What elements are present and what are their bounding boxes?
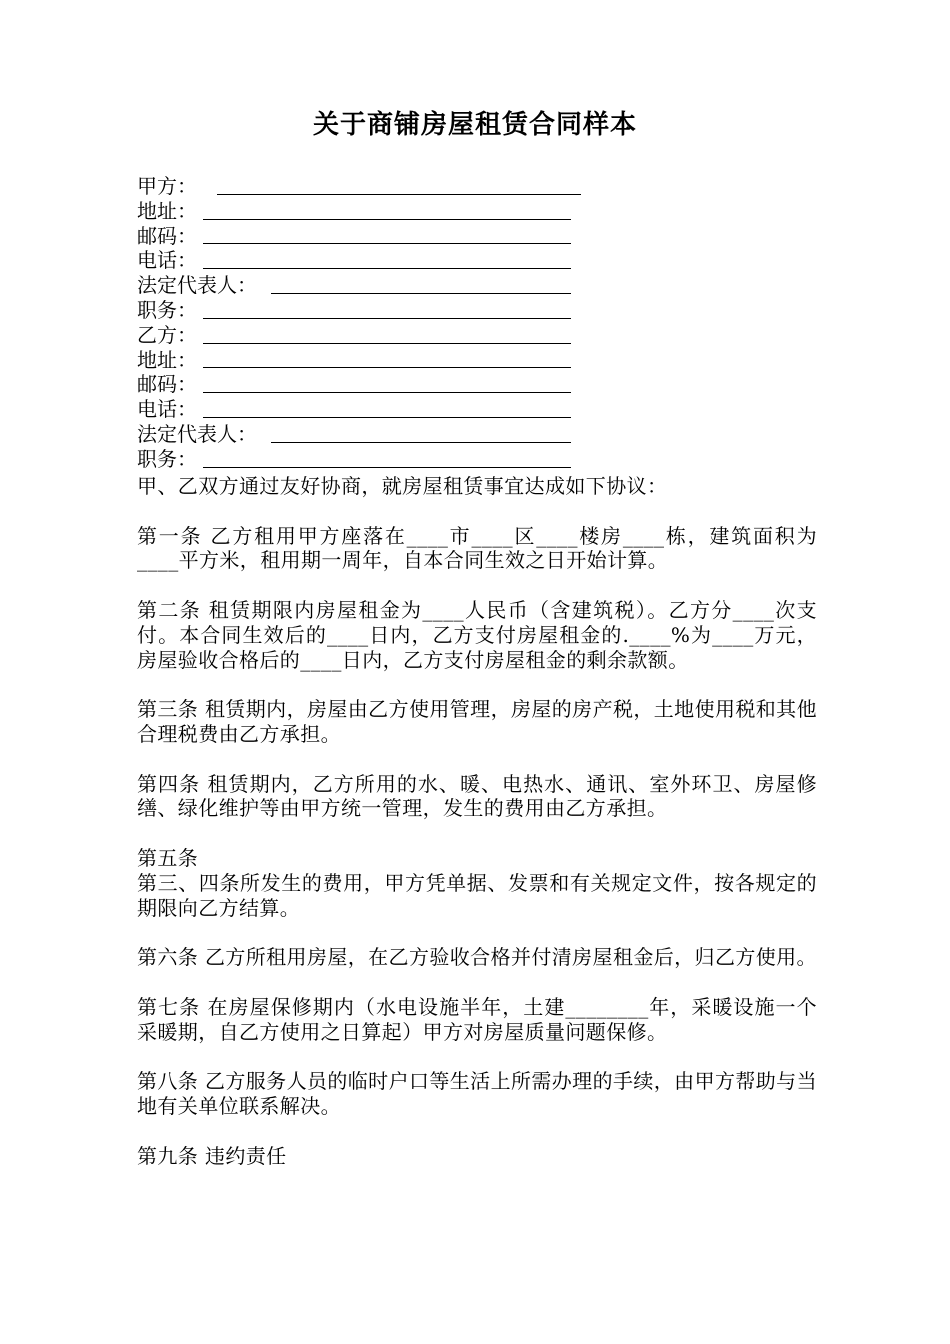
blank-line <box>271 442 571 443</box>
field-postcode-b <box>137 372 597 397</box>
blank-line <box>203 367 571 368</box>
field-label: 法定代表人： <box>137 421 257 446</box>
blank-line <box>203 268 571 269</box>
article-5-heading: 第五条 <box>137 845 199 870</box>
field-phone-a <box>137 248 597 273</box>
blank-line <box>203 243 571 244</box>
field-label: 地址： <box>137 347 197 372</box>
contract-body <box>137 474 817 1193</box>
field-legal-rep-a <box>137 273 597 298</box>
field-postcode-a <box>137 224 597 249</box>
article-6: 第六条 乙方所租用房屋，在乙方验收合格并付清房屋租金后，归乙方使用。 <box>137 945 817 970</box>
field-label: 电话： <box>137 248 197 273</box>
field-legal-rep-b <box>137 422 597 447</box>
article-2: 第二条 租赁期限内房屋租金为____人民币（含建筑税）。乙方分____次支付。本合同生效后的____日内，乙方支付房屋租金的.____%为____万元，房屋验收合格后的____日内，乙方支付房屋租金的剩余款额。 <box>137 597 817 672</box>
field-label: 电话： <box>137 397 197 422</box>
document-title: 关于商铺房屋租赁合同样本 <box>312 110 637 140</box>
blank-line <box>203 417 571 418</box>
field-address-b <box>137 348 597 373</box>
field-address-a <box>137 199 597 224</box>
field-label: 乙方： <box>137 322 197 347</box>
party-info-fields <box>137 174 597 472</box>
article-4: 第四条 租赁期内，乙方所用的水、暖、电热水、通讯、室外环卫、房屋修缮、绿化维护等由甲方统一管理，发生的费用由乙方承担。 <box>137 771 817 821</box>
field-party-b <box>137 323 597 348</box>
field-position-b <box>137 447 597 472</box>
field-label: 邮码： <box>137 223 197 248</box>
blank-line <box>203 467 571 468</box>
field-label: 邮码： <box>137 372 197 397</box>
blank-line <box>203 392 571 393</box>
field-label: 地址： <box>137 198 197 223</box>
article-5: 第三、四条所发生的费用，甲方凭单据、发票和有关规定文件，按各规定的期限向乙方结算。 <box>137 870 817 920</box>
blank-line <box>203 219 571 220</box>
blank-line <box>203 343 571 344</box>
article-3: 第三条 租赁期内，房屋由乙方使用管理，房屋的房产税，土地使用税和其他合理税费由乙方承担。 <box>137 697 817 746</box>
article-8: 第八条 乙方服务人员的临时户口等生活上所需办理的手续，由甲方帮助与当地有关单位联系解决。 <box>137 1069 817 1118</box>
field-label: 甲方： <box>137 174 197 198</box>
field-label: 职务： <box>137 297 197 322</box>
article-9: 第九条 违约责任 <box>137 1143 287 1168</box>
field-phone-b <box>137 397 597 422</box>
field-label: 法定代表人： <box>137 273 257 298</box>
field-party-a <box>137 174 597 199</box>
field-position-a <box>137 298 597 323</box>
blank-line <box>203 318 571 319</box>
intro-paragraph: 甲、乙双方通过友好协商，就房屋租赁事宜达成如下协议： <box>137 474 668 498</box>
article-1: 第一条 乙方租用甲方座落在____市____区____楼房____栋，建筑面积为____平方米，租用期一周年，自本合同生效之日开始计算。 <box>137 523 817 573</box>
article-7: 第七条 在房屋保修期内（水电设施半年，土建________年，采暖设施一个采暖期，自乙方使用之日算起）甲方对房屋质量问题保修。 <box>137 994 817 1044</box>
blank-line <box>271 293 571 294</box>
field-label: 职务： <box>137 446 197 471</box>
blank-line <box>217 194 581 195</box>
